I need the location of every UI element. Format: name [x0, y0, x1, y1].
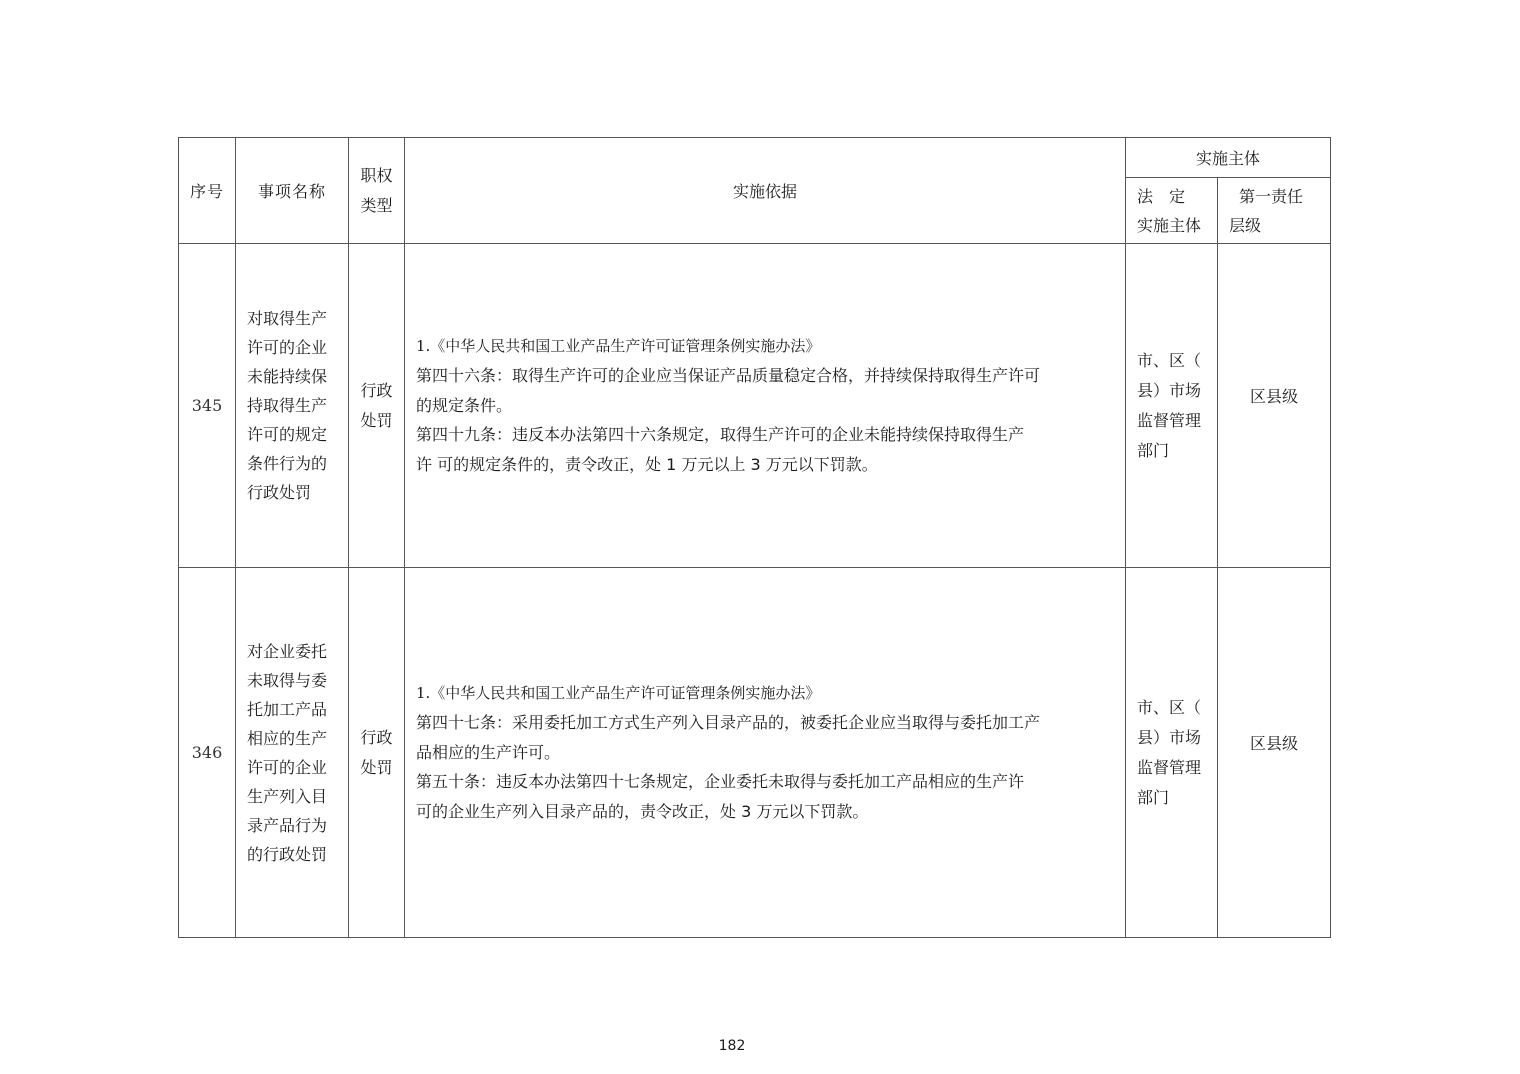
- header-authority-type: [349, 138, 405, 244]
- item-name-line: 许可的企业: [247, 757, 328, 777]
- responsibility-level-text: 区县级: [1250, 387, 1299, 406]
- item-name-line: 相应的生产: [247, 728, 328, 748]
- item-name-line: 生产列入目: [247, 786, 328, 806]
- responsibility-level-text: 区县级: [1250, 734, 1299, 753]
- header-seq: 序号: [179, 138, 236, 244]
- item-name-line: 未取得与委: [247, 670, 328, 690]
- implementer-line: 监督管理: [1137, 757, 1202, 777]
- item-name-line: 托加工产品: [247, 699, 328, 719]
- row-legal-implementer: [1126, 244, 1218, 568]
- table-row-346: [179, 568, 1331, 938]
- row-item-name: [236, 568, 349, 938]
- basis-line: 第四十九条：违反本办法第四十六条规定，取得生产许可的企业未能持续保持取得生产: [416, 425, 1025, 445]
- implementer-line: 县）市场: [1137, 380, 1202, 400]
- header-first-responsibility: [1218, 178, 1331, 244]
- header-name: 事项名称: [236, 138, 349, 244]
- item-name-line: 许可的企业: [247, 338, 328, 357]
- authority-type-line: 行政: [360, 727, 393, 747]
- item-name-line: 未能持续保: [247, 367, 328, 386]
- implementer-line: 市、区（: [1137, 697, 1202, 717]
- header-first-responsibility-line1: 第一责任: [1239, 186, 1304, 206]
- header-legal-implementer-line1: 法 定: [1137, 186, 1186, 206]
- item-name-line: 对取得生产: [247, 309, 328, 328]
- row-seq: 346: [179, 568, 236, 938]
- header-basis: 实施依据: [405, 138, 1126, 244]
- implementer-line: 市、区（: [1137, 350, 1202, 370]
- item-name-line: 的行政处罚: [247, 844, 328, 864]
- header-authority-type-line2: 类型: [360, 195, 393, 215]
- row-basis: [405, 568, 1126, 938]
- header-authority-type-line1: 职权: [360, 165, 393, 185]
- row-responsibility-level: [1218, 568, 1331, 938]
- header-legal-implementer: [1126, 178, 1218, 244]
- authority-table: [178, 137, 1331, 938]
- basis-line: 第四十七条：采用委托加工方式生产列入目录产品的，被委托企业应当取得与委托加工产: [416, 713, 1041, 733]
- header-first-responsibility-line2: 层级: [1229, 215, 1262, 235]
- implementer-line: 县）市场: [1137, 727, 1202, 747]
- row-authority-type: [349, 568, 405, 938]
- item-name-line: 对企业委托: [247, 641, 328, 661]
- page-number: 182: [718, 1038, 746, 1054]
- row-legal-implementer: [1126, 568, 1218, 938]
- item-name-line: 录产品行为: [247, 815, 328, 835]
- row-authority-type: [349, 244, 405, 568]
- implementer-line: 部门: [1137, 787, 1170, 807]
- basis-regulation-title: 1.《中华人民共和国工业产品生产许可证管理条例实施办法》: [416, 683, 821, 702]
- row-item-name: [236, 244, 349, 568]
- table-row-345: [179, 244, 1331, 568]
- header-legal-implementer-line2: 实施主体: [1137, 215, 1202, 235]
- basis-line: 许 可的规定条件的，责令改正，处 1 万元以上 3 万元以下罚款。: [416, 454, 878, 474]
- implementer-line: 部门: [1137, 440, 1170, 460]
- authority-type-line: 处罚: [360, 410, 393, 430]
- row-responsibility-level: [1218, 244, 1331, 568]
- header-implementer: 实施主体: [1126, 138, 1331, 178]
- item-name-line: 许可的规定: [247, 425, 328, 444]
- row-basis: [405, 244, 1126, 568]
- basis-line: 第五十条：违反本办法第四十七条规定，企业委托未取得与委托加工产品相应的生产许: [416, 772, 1025, 792]
- item-name-line: 条件行为的: [247, 454, 328, 473]
- basis-regulation-title: 1.《中华人民共和国工业产品生产许可证管理条例实施办法》: [416, 336, 821, 355]
- basis-line: 品相应的生产许可。: [416, 742, 561, 762]
- implementer-line: 监督管理: [1137, 410, 1202, 430]
- authority-type-line: 行政: [360, 380, 393, 400]
- item-name-line: 行政处罚: [247, 483, 312, 502]
- basis-line: 的规定条件。: [416, 395, 513, 415]
- row-seq: 345: [179, 244, 236, 568]
- basis-line: 第四十六条：取得生产许可的企业应当保证产品质量稳定合格，并持续保持取得生产许可: [416, 366, 1041, 386]
- basis-line: 可的企业生产列入目录产品的，责令改正，处 3 万元以下罚款。: [416, 801, 869, 821]
- authority-type-line: 处罚: [360, 757, 393, 777]
- item-name-line: 持取得生产: [247, 396, 328, 415]
